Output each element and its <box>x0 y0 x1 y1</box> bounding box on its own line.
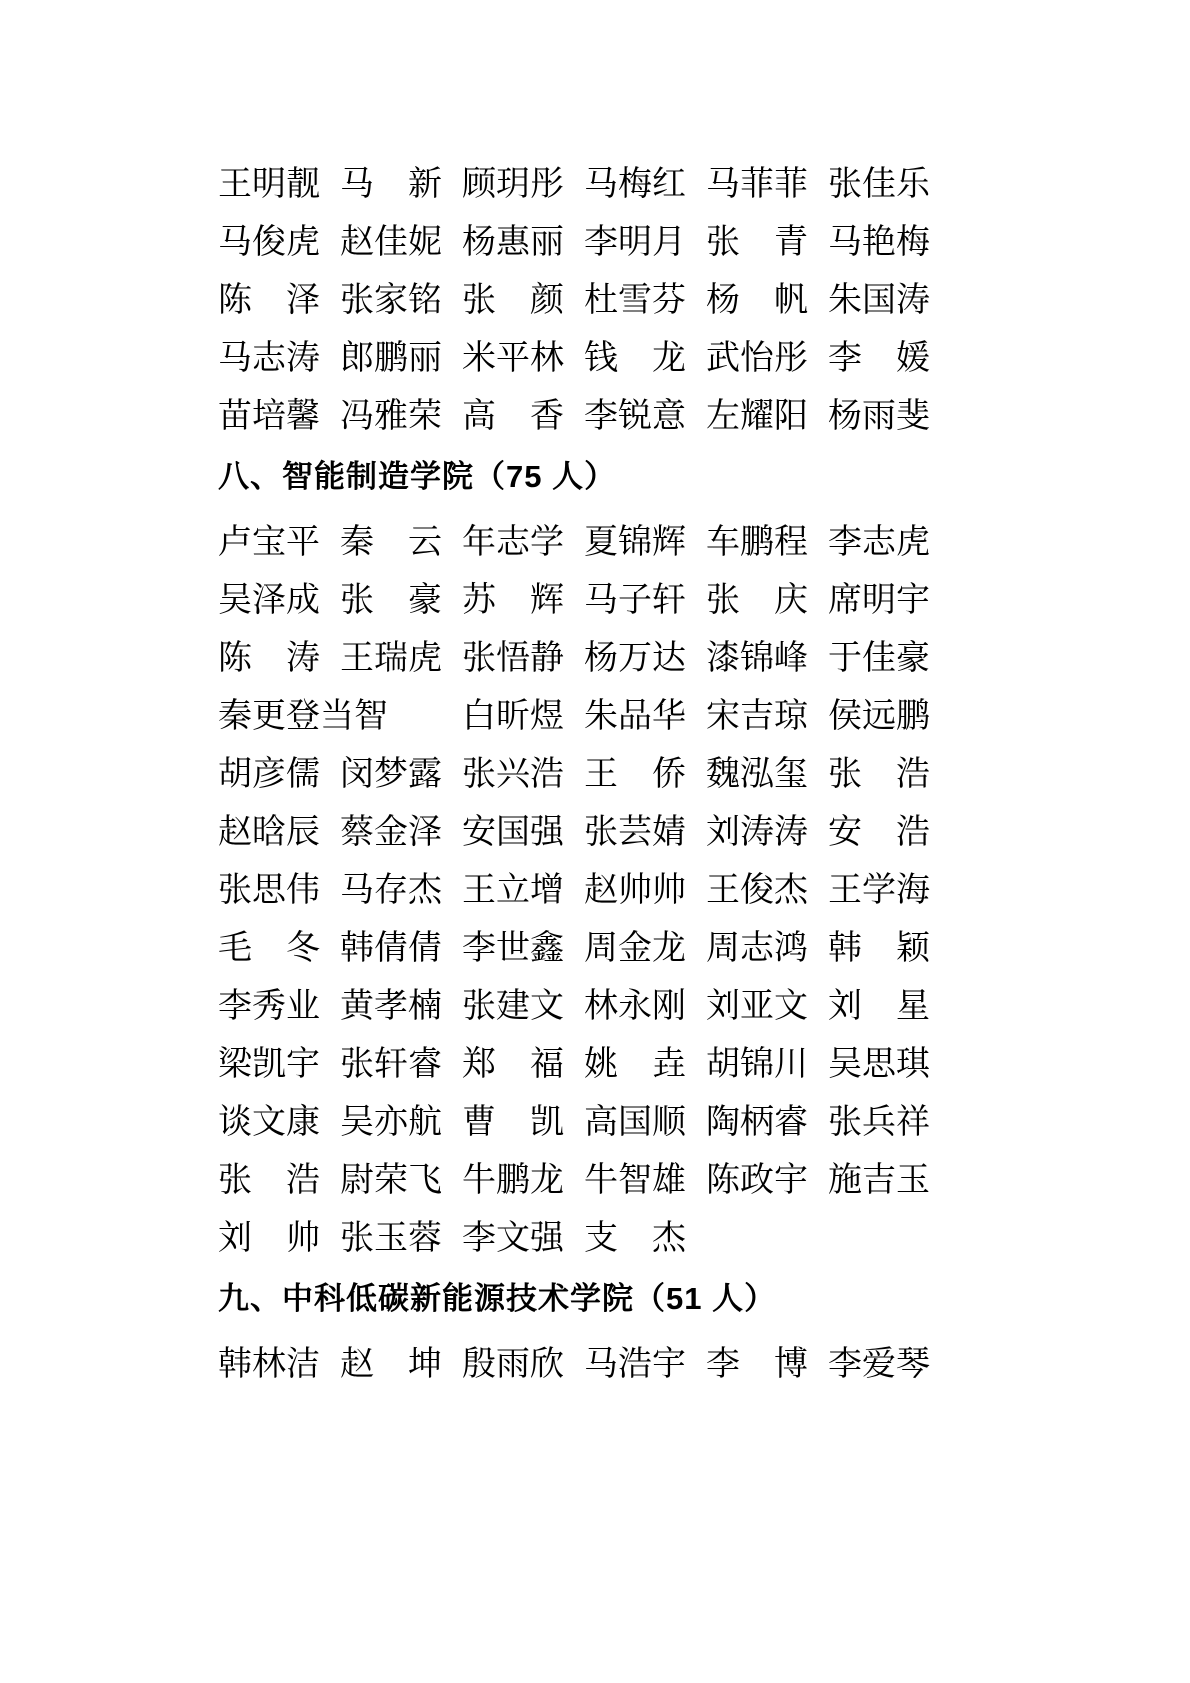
student-name: 陈 涛 <box>218 640 320 677</box>
student-name: 蔡金泽 <box>340 814 442 851</box>
student-name: 谈文康 <box>218 1104 320 1141</box>
student-name: 林永刚 <box>584 988 686 1025</box>
name-row <box>218 815 958 850</box>
name-row <box>218 1221 958 1256</box>
name-row <box>218 525 958 560</box>
student-name: 赵 坤 <box>340 1346 442 1383</box>
student-name: 张悟静 <box>462 640 564 677</box>
student-name: 马 新 <box>340 166 442 203</box>
student-name: 黄孝楠 <box>340 988 442 1025</box>
name-row <box>218 757 958 792</box>
student-name: 王瑞虎 <box>340 640 442 677</box>
student-name: 马志涛 <box>218 340 320 377</box>
name-row <box>218 989 958 1024</box>
student-name: 曹 凯 <box>462 1104 564 1141</box>
student-name: 马艳梅 <box>828 224 930 261</box>
name-row <box>218 931 958 966</box>
student-name: 杜雪芬 <box>584 282 686 319</box>
student-name: 梁凯宇 <box>218 1046 320 1083</box>
student-name: 杨雨斐 <box>828 398 930 435</box>
student-name: 闵梦露 <box>340 756 442 793</box>
student-name: 李秀业 <box>218 988 320 1025</box>
student-name: 苏 辉 <box>462 582 564 619</box>
student-name: 安国强 <box>462 814 564 851</box>
student-name: 韩倩倩 <box>340 930 442 967</box>
name-row <box>218 699 958 734</box>
student-name: 朱国涛 <box>828 282 930 319</box>
student-name: 武怡彤 <box>706 340 808 377</box>
student-name: 马菲菲 <box>706 166 808 203</box>
student-name: 吴思琪 <box>828 1046 930 1083</box>
student-name: 安 浩 <box>828 814 930 851</box>
section-header: 八、智能制造学院（75 人） <box>218 459 617 494</box>
student-name: 牛鹏龙 <box>462 1162 564 1199</box>
student-name: 宋吉琼 <box>706 698 808 735</box>
name-row <box>218 1047 958 1082</box>
student-name: 李明月 <box>584 224 686 261</box>
student-name: 张 豪 <box>340 582 442 619</box>
student-name: 李锐意 <box>584 398 686 435</box>
student-name: 胡锦川 <box>706 1046 808 1083</box>
student-name: 左耀阳 <box>706 398 808 435</box>
student-name: 韩林洁 <box>218 1346 320 1383</box>
student-name: 高 香 <box>462 398 564 435</box>
student-name: 张 浩 <box>218 1162 320 1199</box>
student-name: 刘涛涛 <box>706 814 808 851</box>
student-name: 陈政宇 <box>706 1162 808 1199</box>
student-name: 李志虎 <box>828 524 930 561</box>
student-name: 张建文 <box>462 988 564 1025</box>
student-name: 王立增 <box>462 872 564 909</box>
student-name: 张 庆 <box>706 582 808 619</box>
student-name: 侯远鹏 <box>828 698 930 735</box>
student-name: 米平林 <box>462 340 564 377</box>
student-name: 王俊杰 <box>706 872 808 909</box>
student-name: 卢宝平 <box>218 524 320 561</box>
student-name: 顾玥彤 <box>462 166 564 203</box>
student-name: 周金龙 <box>584 930 686 967</box>
student-name: 陶柄睿 <box>706 1104 808 1141</box>
student-name: 刘 帅 <box>218 1220 320 1257</box>
name-row <box>218 1105 958 1140</box>
student-name: 杨 帆 <box>706 282 808 319</box>
student-name: 白昕煜 <box>462 698 564 735</box>
student-name: 李文强 <box>462 1220 564 1257</box>
student-name: 朱品华 <box>584 698 686 735</box>
student-name: 马浩宇 <box>584 1346 686 1383</box>
student-name: 张兵祥 <box>828 1104 930 1141</box>
student-name: 杨万达 <box>584 640 686 677</box>
student-name: 席明宇 <box>828 582 930 619</box>
student-name: 杨惠丽 <box>462 224 564 261</box>
student-name: 胡彦儒 <box>218 756 320 793</box>
student-name: 支 杰 <box>584 1220 686 1257</box>
student-name: 毛 冬 <box>218 930 320 967</box>
student-name: 年志学 <box>462 524 564 561</box>
student-name: 秦 云 <box>340 524 442 561</box>
name-row <box>218 341 958 376</box>
student-name: 王明靓 <box>218 166 320 203</box>
student-name: 马存杰 <box>340 872 442 909</box>
student-name: 李 博 <box>706 1346 808 1383</box>
student-name: 姚 垚 <box>584 1046 686 1083</box>
student-name: 郑 福 <box>462 1046 564 1083</box>
student-name: 张家铭 <box>340 282 442 319</box>
student-name: 魏泓玺 <box>706 756 808 793</box>
student-name: 马子轩 <box>584 582 686 619</box>
name-row <box>218 167 958 202</box>
student-name: 赵佳妮 <box>340 224 442 261</box>
student-name: 郎鹏丽 <box>340 340 442 377</box>
student-name: 钱 龙 <box>584 340 686 377</box>
student-name: 漆锦峰 <box>706 640 808 677</box>
student-name: 于佳豪 <box>828 640 930 677</box>
name-row <box>218 283 958 318</box>
student-name: 张 浩 <box>828 756 930 793</box>
student-name: 李爱琴 <box>828 1346 930 1383</box>
name-row <box>218 873 958 908</box>
page-content <box>218 167 958 1382</box>
student-name: 周志鸿 <box>706 930 808 967</box>
student-name: 张佳乐 <box>828 166 930 203</box>
student-name: 李 媛 <box>828 340 930 377</box>
student-name: 刘 星 <box>828 988 930 1025</box>
student-name: 张芸婧 <box>584 814 686 851</box>
student-name: 马俊虎 <box>218 224 320 261</box>
student-name: 王学海 <box>828 872 930 909</box>
student-name: 苗培馨 <box>218 398 320 435</box>
student-name: 尉荣飞 <box>340 1162 442 1199</box>
student-name: 张 颜 <box>462 282 564 319</box>
name-row <box>218 399 958 434</box>
student-name: 陈 泽 <box>218 282 320 319</box>
student-name: 吴亦航 <box>340 1104 442 1141</box>
student-name: 殷雨欣 <box>462 1346 564 1383</box>
name-row <box>218 583 958 618</box>
student-name: 秦更登当智 <box>218 698 388 735</box>
student-name: 张思伟 <box>218 872 320 909</box>
student-name: 高国顺 <box>584 1104 686 1141</box>
student-name: 赵晗辰 <box>218 814 320 851</box>
student-name: 张轩睿 <box>340 1046 442 1083</box>
student-name: 吴泽成 <box>218 582 320 619</box>
student-name: 李世鑫 <box>462 930 564 967</box>
student-name: 车鹏程 <box>706 524 808 561</box>
student-name: 张兴浩 <box>462 756 564 793</box>
student-name: 夏锦辉 <box>584 524 686 561</box>
student-name: 施吉玉 <box>828 1162 930 1199</box>
student-name: 牛智雄 <box>584 1162 686 1199</box>
student-name: 王 侨 <box>584 756 686 793</box>
student-name: 刘亚文 <box>706 988 808 1025</box>
student-name: 韩 颖 <box>828 930 930 967</box>
student-name: 冯雅荣 <box>340 398 442 435</box>
section-header: 九、中科低碳新能源技术学院（51 人） <box>218 1281 777 1316</box>
name-row <box>218 1163 958 1198</box>
name-row <box>218 641 958 676</box>
name-row <box>218 225 958 260</box>
student-name: 张 青 <box>706 224 808 261</box>
student-name: 赵帅帅 <box>584 872 686 909</box>
student-name: 马梅红 <box>584 166 686 203</box>
student-name: 张玉蓉 <box>340 1220 442 1257</box>
name-row <box>218 1347 958 1382</box>
